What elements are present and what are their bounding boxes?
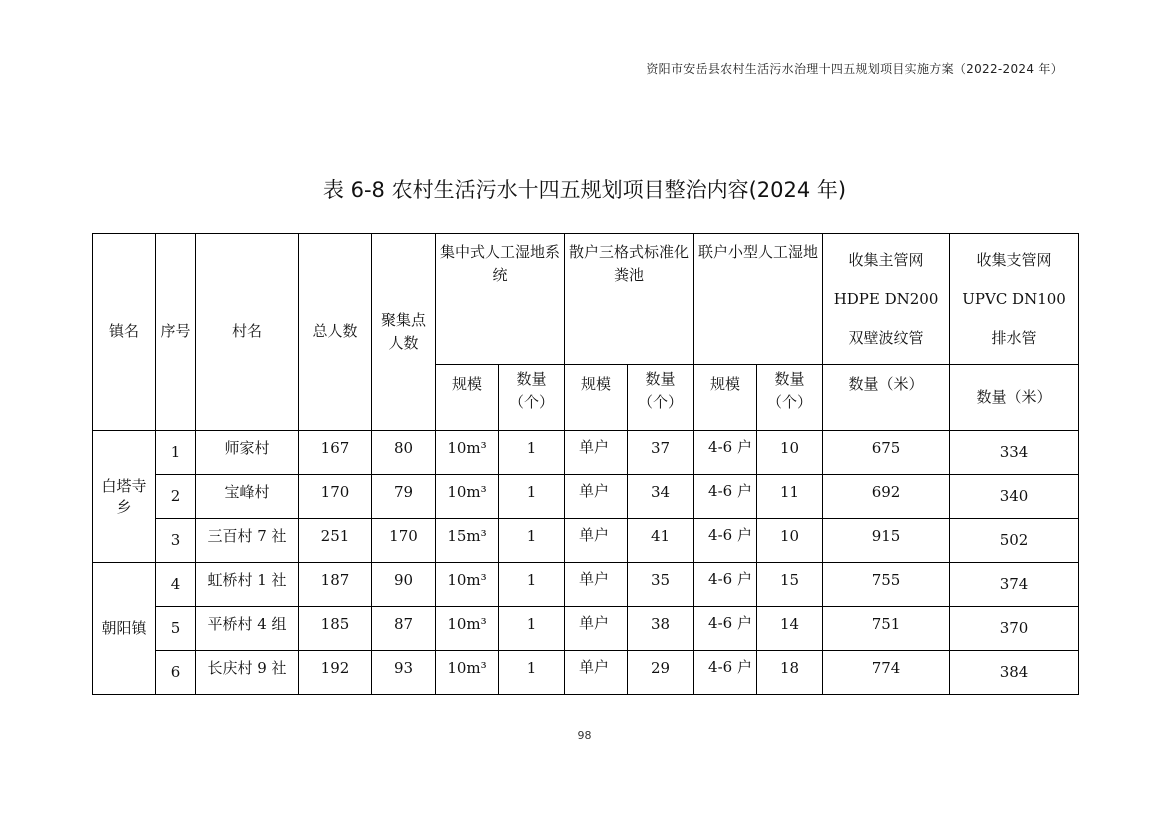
header-central-scale: 规模	[436, 365, 499, 431]
seq-cell: 4	[156, 563, 196, 607]
branch-pipe-cell: 374	[950, 563, 1079, 607]
joint-count-cell: 10	[757, 519, 823, 563]
cluster-cell: 87	[372, 607, 436, 651]
header-village: 村名	[196, 234, 299, 431]
central-scale-cell: 10m³	[436, 475, 499, 519]
central-scale-cell: 10m³	[436, 431, 499, 475]
header-seq: 序号	[156, 234, 196, 431]
village-cell: 平桥村 4 组	[196, 607, 299, 651]
joint-count-cell: 11	[757, 475, 823, 519]
main-pipe-cell: 675	[823, 431, 950, 475]
main-pipe-cell: 755	[823, 563, 950, 607]
page-number: 98	[577, 729, 592, 742]
seq-cell: 1	[156, 431, 196, 475]
household-count-cell: 34	[628, 475, 694, 519]
joint-count-cell: 14	[757, 607, 823, 651]
seq-cell: 6	[156, 651, 196, 695]
seq-cell: 2	[156, 475, 196, 519]
household-count-cell: 29	[628, 651, 694, 695]
population-cell: 251	[299, 519, 372, 563]
village-cell: 师家村	[196, 431, 299, 475]
joint-scale-cell: 4-6 户	[694, 607, 757, 651]
header-central-wetland: 集中式人工湿地系统	[436, 234, 565, 365]
central-scale-cell: 10m³	[436, 563, 499, 607]
population-cell: 187	[299, 563, 372, 607]
joint-count-cell: 15	[757, 563, 823, 607]
cluster-cell: 93	[372, 651, 436, 695]
header-branch-pipe	[950, 234, 1079, 365]
cluster-cell: 80	[372, 431, 436, 475]
population-cell: 170	[299, 475, 372, 519]
branch-pipe-cell: 384	[950, 651, 1079, 695]
header-main-pipe	[823, 234, 950, 365]
branch-pipe-type: 排水管	[991, 328, 1037, 347]
village-cell: 长庆村 9 社	[196, 651, 299, 695]
header-branch-length: 数量（米）	[950, 365, 1079, 431]
header-joint-scale: 规模	[694, 365, 757, 431]
table-row	[93, 431, 1079, 475]
central-count-cell: 1	[499, 651, 565, 695]
household-count-cell: 41	[628, 519, 694, 563]
running-header: 资阳市安岳县农村生活污水治理十四五规划项目实施方案（2022-2024 年）	[646, 62, 1063, 76]
household-count-cell: 35	[628, 563, 694, 607]
branch-pipe-spec: UPVC DN100	[962, 289, 1066, 308]
joint-scale-cell: 4-6 户	[694, 563, 757, 607]
town-cell: 朝阳镇	[93, 563, 156, 695]
main-pipe-cell: 692	[823, 475, 950, 519]
table-row	[93, 475, 1079, 519]
main-pipe-cell: 751	[823, 607, 950, 651]
cluster-cell: 79	[372, 475, 436, 519]
header-household-tank: 散户三格式标准化粪池	[565, 234, 694, 365]
main-pipe-cell: 915	[823, 519, 950, 563]
seq-cell: 3	[156, 519, 196, 563]
joint-scale-cell: 4-6 户	[694, 651, 757, 695]
cluster-cell: 90	[372, 563, 436, 607]
village-cell: 宝峰村	[196, 475, 299, 519]
table-caption: 表 6-8 农村生活污水十四五规划项目整治内容(2024 年)	[322, 178, 847, 202]
main-pipe-spec: HDPE DN200	[833, 289, 939, 308]
village-cell: 虹桥村 1 社	[196, 563, 299, 607]
main-pipe-type: 双壁波纹管	[848, 328, 924, 347]
central-count-cell: 1	[499, 563, 565, 607]
branch-pipe-cell: 340	[950, 475, 1079, 519]
central-count-cell: 1	[499, 519, 565, 563]
household-scale-cell: 单户	[565, 651, 628, 695]
table-row	[93, 651, 1079, 695]
joint-count-cell: 10	[757, 431, 823, 475]
town-cell: 白塔寺乡	[93, 431, 156, 563]
branch-pipe-cell: 370	[950, 607, 1079, 651]
central-scale-cell: 15m³	[436, 519, 499, 563]
population-cell: 185	[299, 607, 372, 651]
population-cell: 192	[299, 651, 372, 695]
household-scale-cell: 单户	[565, 563, 628, 607]
joint-scale-cell: 4-6 户	[694, 519, 757, 563]
main-pipe-title: 收集主管网	[848, 250, 924, 269]
central-count-cell: 1	[499, 607, 565, 651]
header-cluster: 聚集点人数	[372, 234, 436, 431]
table-row	[93, 607, 1079, 651]
household-scale-cell: 单户	[565, 519, 628, 563]
header-town: 镇名	[93, 234, 156, 431]
household-scale-cell: 单户	[565, 607, 628, 651]
joint-scale-cell: 4-6 户	[694, 431, 757, 475]
table-row	[93, 563, 1079, 607]
header-household-scale: 规模	[565, 365, 628, 431]
population-cell: 167	[299, 431, 372, 475]
header-household-count: 数量（个）	[628, 365, 694, 431]
seq-cell: 5	[156, 607, 196, 651]
central-count-cell: 1	[499, 431, 565, 475]
branch-pipe-title: 收集支管网	[976, 250, 1052, 269]
household-scale-cell: 单户	[565, 431, 628, 475]
branch-pipe-cell: 334	[950, 431, 1079, 475]
table-row	[93, 519, 1079, 563]
central-count-cell: 1	[499, 475, 565, 519]
header-row-groups	[93, 234, 1079, 365]
central-scale-cell: 10m³	[436, 651, 499, 695]
household-count-cell: 38	[628, 607, 694, 651]
joint-count-cell: 18	[757, 651, 823, 695]
header-central-count: 数量（个）	[499, 365, 565, 431]
header-main-length: 数量（米）	[823, 365, 950, 431]
joint-scale-cell: 4-6 户	[694, 475, 757, 519]
header-joint-count: 数量（个）	[757, 365, 823, 431]
central-scale-cell: 10m³	[436, 607, 499, 651]
main-pipe-cell: 774	[823, 651, 950, 695]
household-count-cell: 37	[628, 431, 694, 475]
project-table	[92, 233, 1079, 695]
branch-pipe-cell: 502	[950, 519, 1079, 563]
header-population: 总人数	[299, 234, 372, 431]
village-cell: 三百村 7 社	[196, 519, 299, 563]
household-scale-cell: 单户	[565, 475, 628, 519]
cluster-cell: 170	[372, 519, 436, 563]
header-joint-wetland: 联户小型人工湿地	[694, 234, 823, 365]
